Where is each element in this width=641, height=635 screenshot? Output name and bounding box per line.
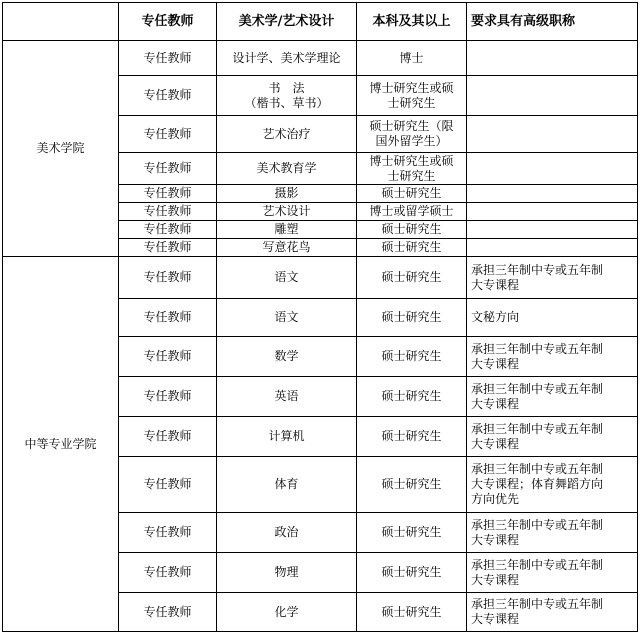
note-cell bbox=[467, 185, 638, 203]
position-cell: 专任教师 bbox=[119, 337, 217, 377]
education-cell: 硕士研究生 bbox=[357, 377, 467, 417]
note-cell bbox=[467, 221, 638, 239]
header-position: 专任教师 bbox=[119, 3, 217, 41]
position-cell: 专任教师 bbox=[119, 417, 217, 457]
header-education: 本科及其以上 bbox=[357, 3, 467, 41]
position-cell: 专任教师 bbox=[119, 377, 217, 417]
note-cell bbox=[467, 239, 638, 257]
note-cell: 承担三年制中专或五年制 大专课程；体育舞蹈方向 方向优先 bbox=[467, 457, 638, 513]
position-cell: 专任教师 bbox=[119, 76, 217, 116]
note-cell: 承担三年制中专或五年制 大专课程 bbox=[467, 417, 638, 457]
header-note: 要求具有高级职称 bbox=[467, 3, 638, 41]
position-cell: 专任教师 bbox=[119, 239, 217, 257]
header-college bbox=[3, 3, 119, 41]
education-cell: 硕士研究生 bbox=[357, 337, 467, 377]
header-major: 美术学/艺术设计 bbox=[217, 3, 357, 41]
position-cell: 专任教师 bbox=[119, 553, 217, 593]
education-cell: 硕士研究生 bbox=[357, 299, 467, 337]
major-cell: 摄影 bbox=[217, 185, 357, 203]
education-cell: 硕士研究生 bbox=[357, 513, 467, 553]
education-cell: 硕士研究生（限 国外留学生） bbox=[357, 116, 467, 153]
position-cell: 专任教师 bbox=[119, 116, 217, 153]
position-cell: 专任教师 bbox=[119, 41, 217, 76]
education-cell: 硕士研究生 bbox=[357, 239, 467, 257]
note-cell bbox=[467, 41, 638, 76]
college-cell-art: 美术学院 bbox=[3, 41, 119, 257]
note-cell bbox=[467, 203, 638, 221]
note-cell: 承担三年制中专或五年制 大专课程 bbox=[467, 257, 638, 299]
major-cell: 计算机 bbox=[217, 417, 357, 457]
education-cell: 博士 bbox=[357, 41, 467, 76]
major-cell: 英语 bbox=[217, 377, 357, 417]
education-cell: 硕士研究生 bbox=[357, 457, 467, 513]
major-cell: 体育 bbox=[217, 457, 357, 513]
position-cell: 专任教师 bbox=[119, 153, 217, 185]
table-row bbox=[3, 41, 638, 76]
education-cell: 硕士研究生 bbox=[357, 257, 467, 299]
note-cell: 承担三年制中专或五年制 大专课程 bbox=[467, 593, 638, 632]
note-cell bbox=[467, 116, 638, 153]
note-cell: 承担三年制中专或五年制 大专课程 bbox=[467, 377, 638, 417]
education-cell: 博士研究生或硕 士研究生 bbox=[357, 76, 467, 116]
education-cell: 博士或留学硕士 bbox=[357, 203, 467, 221]
major-cell: 语文 bbox=[217, 257, 357, 299]
education-cell: 硕士研究生 bbox=[357, 593, 467, 632]
table-row bbox=[3, 257, 638, 299]
recruitment-table bbox=[2, 2, 638, 632]
education-cell: 博士研究生或硕 士研究生 bbox=[357, 153, 467, 185]
education-cell: 硕士研究生 bbox=[357, 185, 467, 203]
major-cell: 物理 bbox=[217, 553, 357, 593]
note-cell bbox=[467, 76, 638, 116]
education-cell: 硕士研究生 bbox=[357, 221, 467, 239]
major-cell: 数学 bbox=[217, 337, 357, 377]
major-cell: 书 法 （楷书、草书） bbox=[217, 76, 357, 116]
position-cell: 专任教师 bbox=[119, 457, 217, 513]
position-cell: 专任教师 bbox=[119, 593, 217, 632]
note-cell bbox=[467, 153, 638, 185]
major-cell: 美术教育学 bbox=[217, 153, 357, 185]
major-cell: 雕塑 bbox=[217, 221, 357, 239]
position-cell: 专任教师 bbox=[119, 513, 217, 553]
education-cell: 硕士研究生 bbox=[357, 417, 467, 457]
position-cell: 专任教师 bbox=[119, 221, 217, 239]
major-cell: 政治 bbox=[217, 513, 357, 553]
major-cell: 艺术设计 bbox=[217, 203, 357, 221]
note-cell: 承担三年制中专或五年制 大专课程 bbox=[467, 337, 638, 377]
note-cell: 文秘方向 bbox=[467, 299, 638, 337]
position-cell: 专任教师 bbox=[119, 299, 217, 337]
position-cell: 专任教师 bbox=[119, 185, 217, 203]
education-cell: 硕士研究生 bbox=[357, 553, 467, 593]
major-cell: 写意花鸟 bbox=[217, 239, 357, 257]
major-cell: 艺术治疗 bbox=[217, 116, 357, 153]
position-cell: 专任教师 bbox=[119, 257, 217, 299]
header-row bbox=[3, 3, 638, 41]
major-cell: 设计学、美术学理论 bbox=[217, 41, 357, 76]
note-cell: 承担三年制中专或五年制 大专课程 bbox=[467, 553, 638, 593]
major-cell: 化学 bbox=[217, 593, 357, 632]
college-cell-vocational: 中等专业学院 bbox=[3, 257, 119, 632]
major-cell: 语文 bbox=[217, 299, 357, 337]
position-cell: 专任教师 bbox=[119, 203, 217, 221]
note-cell: 承担三年制中专或五年制 大专课程 bbox=[467, 513, 638, 553]
